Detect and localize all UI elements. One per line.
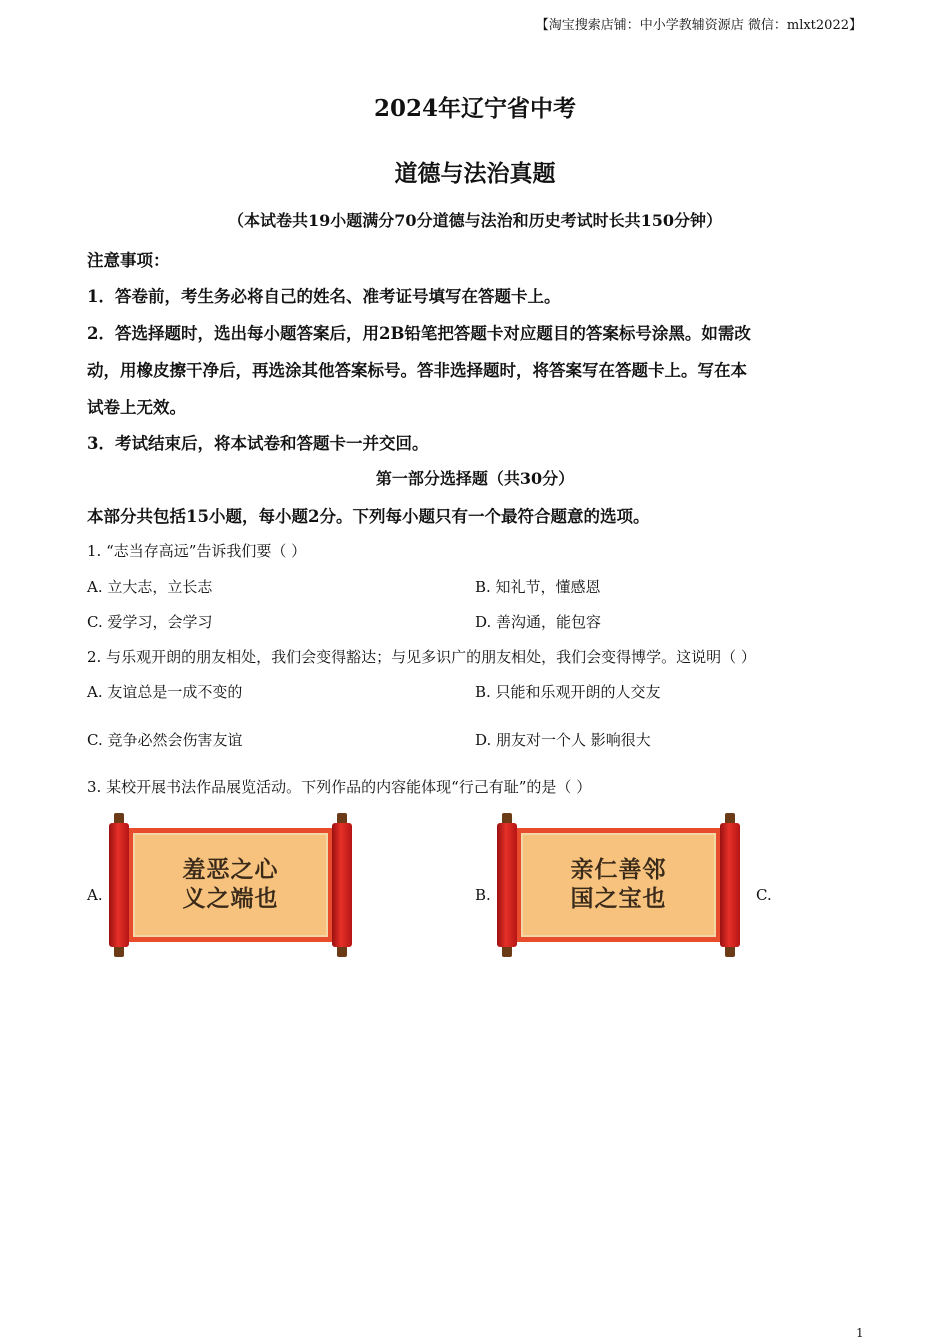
option-d: D. 朋友对一个人 影响很大 [475,731,651,749]
scroll-roller [720,823,740,947]
scroll-text-line: 义之端也 [182,886,279,912]
page-number: 1 [856,1326,864,1340]
option-c: C. 爱学习，会学习 [87,613,213,631]
question-stem: 1. “志当存高远”告诉我们要（ ） [87,542,307,560]
scroll-roller [497,823,517,947]
option-b: B. 只能和乐观开朗的人交友 [475,683,661,701]
option-a-label: A. [87,886,103,904]
calligraphy-scroll-a [108,811,353,959]
part-description: 本部分共包括15小题，每小题2分。下列每小题只有一个最符合题意的选项。 [87,507,650,526]
option-b: B. 知礼节，懂感恩 [475,578,601,596]
exam-info: （本试卷共19小题满分70分道德与法治和历史考试时长共150分钟） [228,211,722,230]
question-stem: 2. 与乐观开朗的朋友相处，我们会变得豁达；与见多识广的朋友相处，我们会变得博学。这说明（ ） [87,648,756,666]
note-item: 1．答卷前，考生务必将自己的姓名、准考证号填写在答题卡上。 [87,287,561,306]
scroll-paper [128,828,333,942]
option-d: D. 善沟通，能包容 [475,613,602,631]
scroll-text-line: 亲仁善邻 [570,857,667,883]
question-stem: 3. 某校开展书法作品展览活动。下列作品的内容能体现“行己有耻”的是（ ） [87,778,592,796]
notes-heading: 注意事项： [87,251,170,270]
option-c: C. 竞争必然会伤害友谊 [87,731,243,749]
exam-title: 2024年辽宁省中考 [373,95,576,122]
part-title: 第一部分选择题（共30分） [375,469,575,488]
scroll-text-line: 羞恶之心 [182,857,279,883]
option-a: A. 友谊总是一成不变的 [87,683,243,701]
note-item: 3．考试结束后，将本试卷和答题卡一并交回。 [87,434,429,453]
note-item: 试卷上无效。 [87,398,186,417]
note-item: 2．答选择题时，选出每小题答案后，用2B铅笔把答题卡对应题目的答案标号涂黑。如需改 [87,324,751,343]
option-b-label: B. [475,886,491,904]
note-item: 动，用橡皮擦干净后，再选涂其他答案标号。答非选择题时，将答案写在答题卡上。写在本 [87,361,747,380]
scroll-text-line: 国之宝也 [570,886,667,912]
page-header: 【淘宝搜索店铺：中小学教辅资源店 微信：mlxt2022】 [535,18,862,33]
option-a: A. 立大志，立长志 [87,578,213,596]
scroll-roller [109,823,129,947]
scroll-paper [516,828,721,942]
scroll-roller [332,823,352,947]
exam-subject-title: 道德与法治真题 [394,160,556,187]
calligraphy-scroll-b [496,811,741,959]
option-c-label: C. [756,886,772,904]
